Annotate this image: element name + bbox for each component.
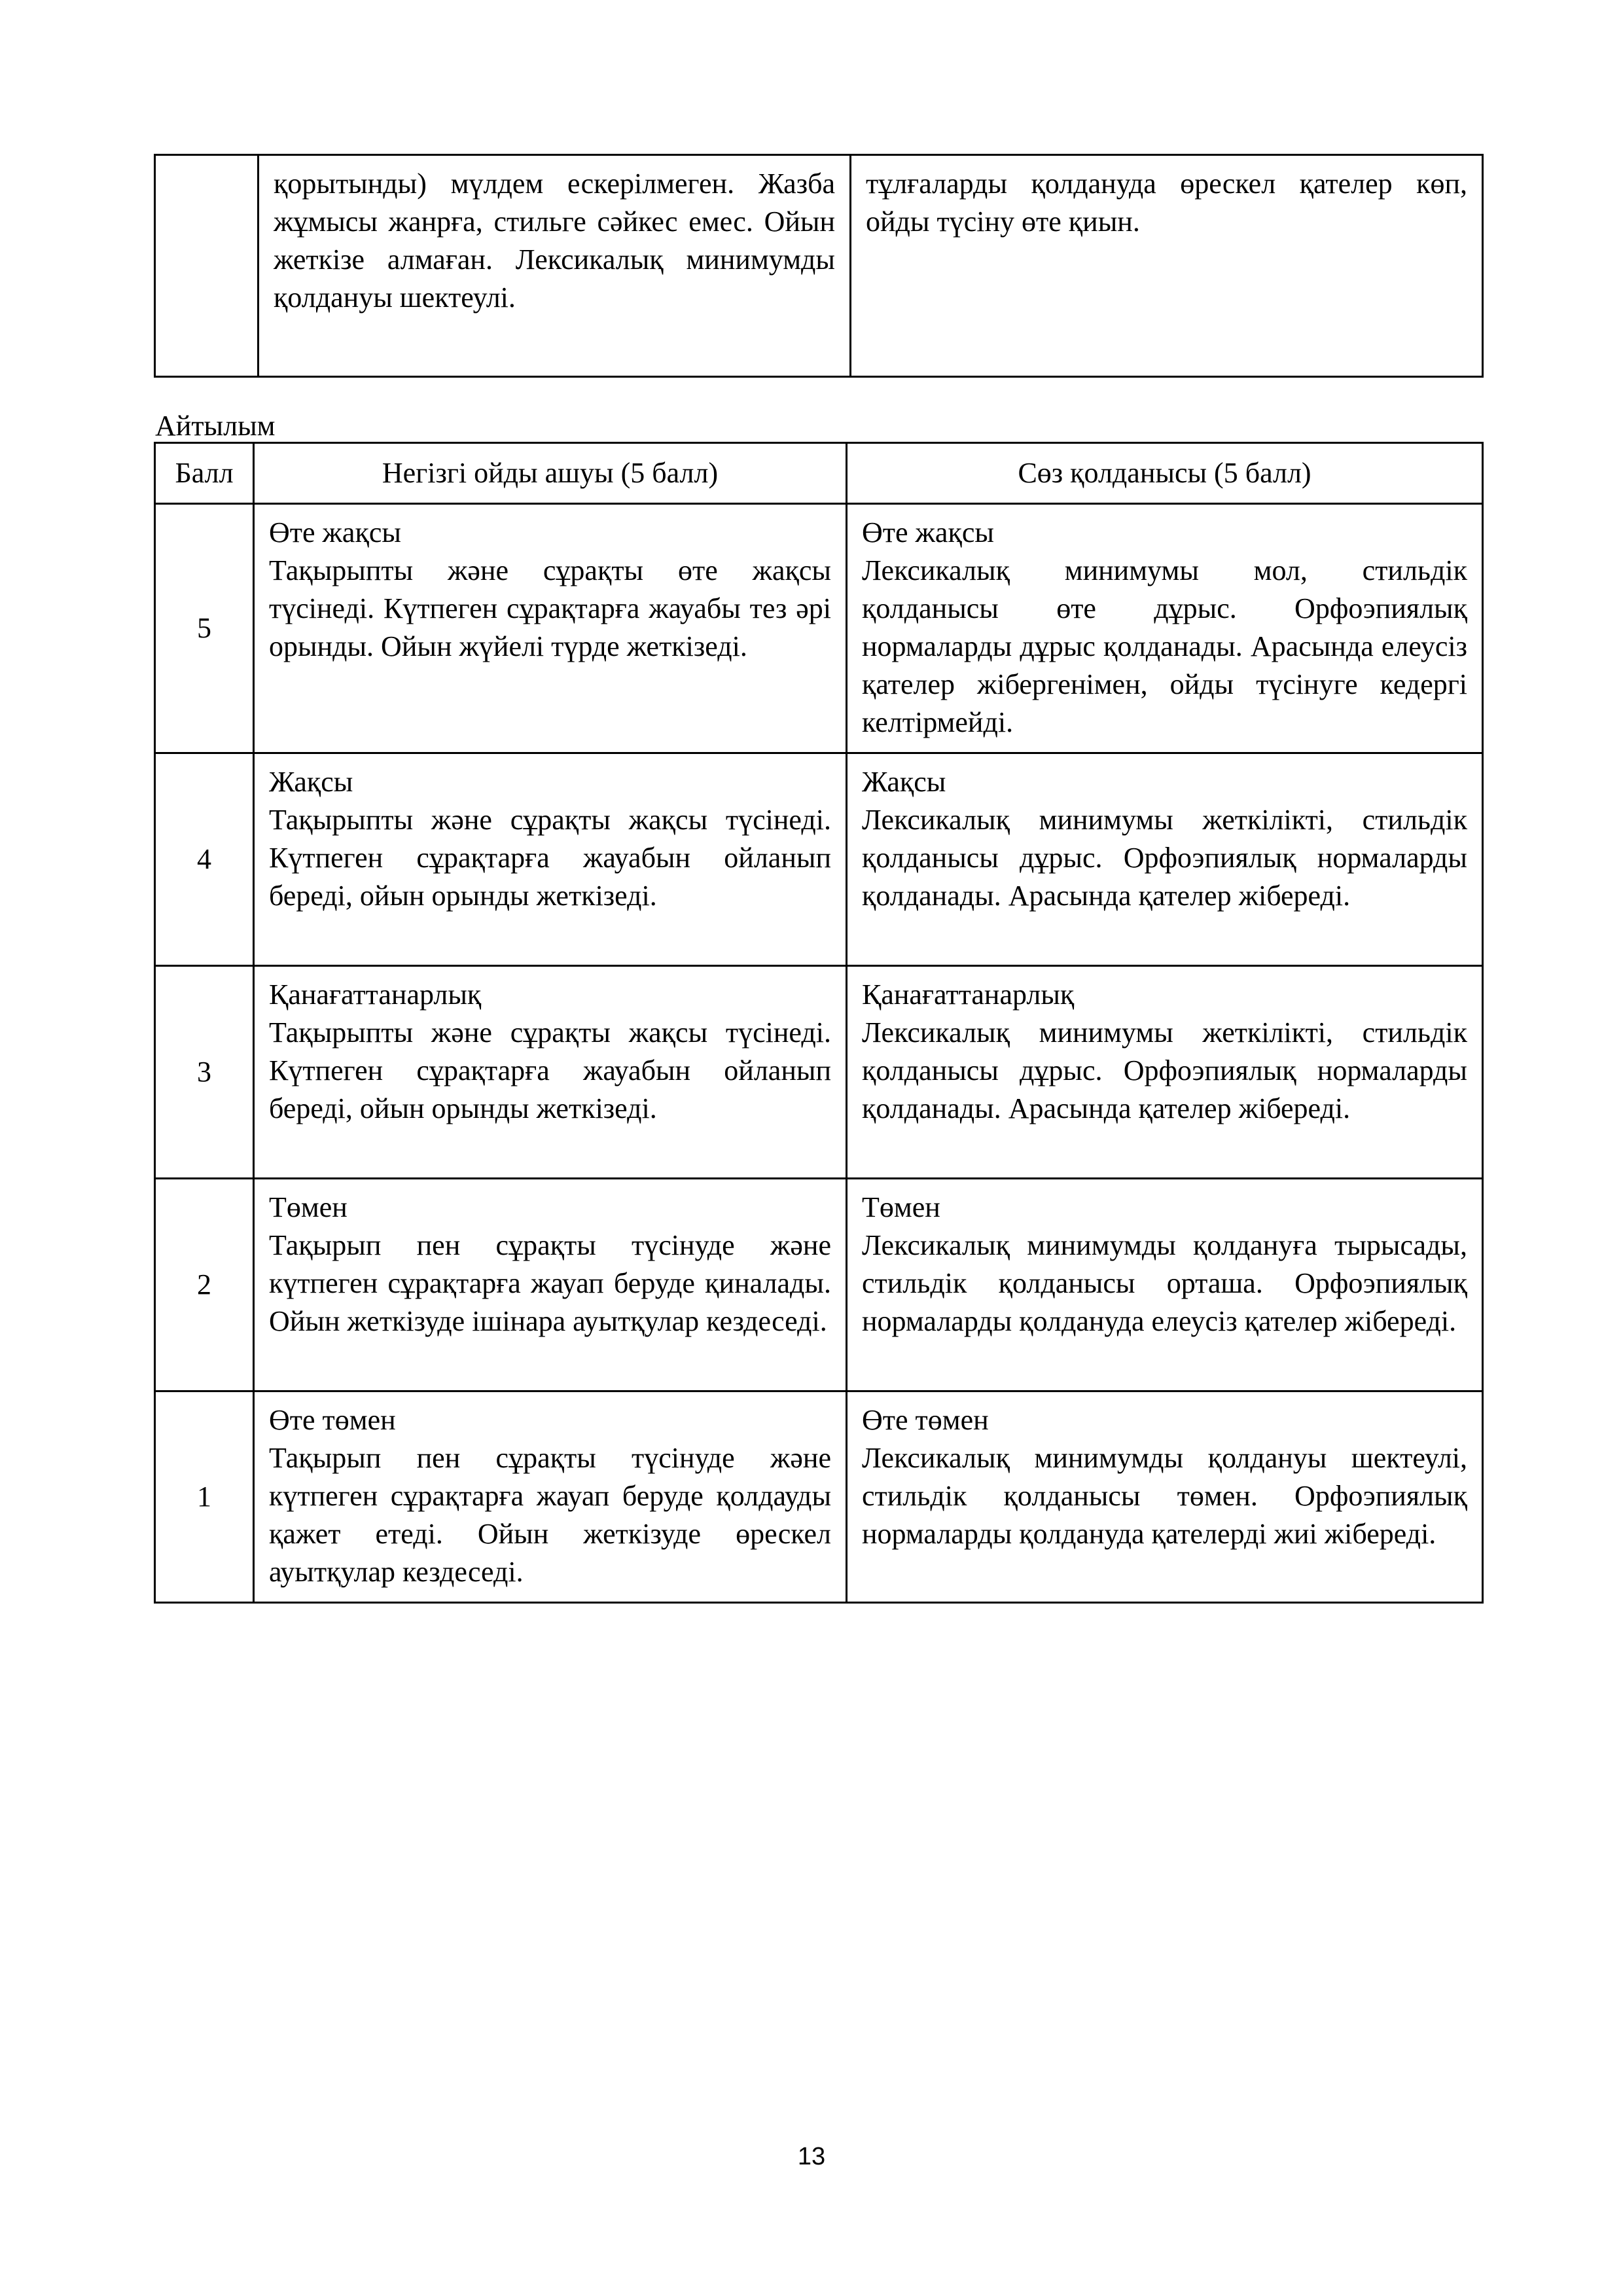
criterion-text: Тақырып пен сұрақты түсінуде және күтпеген сұрақтарға жауап беруде қиналады. Ойын жеткізуде ішінара ауытқулар кездеседі. bbox=[269, 1229, 831, 1337]
criterion-text: Лексикалық минимумды қолдануы шектеулі, стильдік қолданысы төмен. Орфоэпиялық нормаларды қолдануда қателерді жиі жібереді. bbox=[862, 1442, 1467, 1550]
usage-cell bbox=[847, 966, 1483, 1179]
idea-cell bbox=[254, 504, 847, 753]
grade-label: Төмен bbox=[862, 1191, 940, 1223]
table-row bbox=[155, 504, 1483, 753]
idea-cell bbox=[254, 966, 847, 1179]
criterion-text: Тақырыпты және сұрақты өте жақсы түсінеді. Күтпеген сұрақтарға жауабы тез әрі орынды. Ойын жүйелі түрде жеткізеді. bbox=[269, 554, 831, 662]
column-header-idea: Негізгі ойды ашуы (5 балл) bbox=[254, 443, 847, 504]
table-row bbox=[155, 1179, 1483, 1391]
grade-label: Төмен bbox=[269, 1191, 348, 1223]
criterion-text: Лексикалық минимумы мол, стильдік қолданысы өте дұрыс. Орфоэпиялық нормаларды дұрыс қолданады. Арасында елеусіз қателер жібергенімен, ойды түсінуге кедергі келтірмейді. bbox=[862, 554, 1467, 738]
usage-cell bbox=[847, 1391, 1483, 1603]
score-cell: 3 bbox=[155, 966, 254, 1179]
score-cell: 1 bbox=[155, 1391, 254, 1603]
idea-cell bbox=[254, 1391, 847, 1603]
criterion-text: Лексикалық минимумды қолдануға тырысады, стильдік қолданысы орташа. Орфоэпиялық нормаларды қолдануда елеусіз қателер жібереді. bbox=[862, 1229, 1467, 1337]
grade-label: Өте жақсы bbox=[862, 516, 994, 548]
score-cell bbox=[155, 155, 259, 377]
usage-cell bbox=[847, 753, 1483, 966]
criterion-text: Лексикалық минимумы жеткілікті, стильдік қолданысы дұрыс. Орфоэпиялық нормаларды қолданады. Арасында қателер жібереді. bbox=[862, 804, 1467, 912]
continuation-table bbox=[154, 154, 1484, 378]
grade-label: Қанағаттанарлық bbox=[269, 978, 482, 1011]
page-number: 13 bbox=[797, 2143, 826, 2170]
table-row bbox=[155, 753, 1483, 966]
usage-cell bbox=[847, 1179, 1483, 1391]
grade-label: Қанағаттанарлық bbox=[862, 978, 1075, 1011]
column-header-score: Балл bbox=[155, 443, 254, 504]
criterion-text: Лексикалық минимумы жеткілікті, стильдік қолданысы дұрыс. Орфоэпиялық нормаларды қолданады. Арасында қателер жібереді. bbox=[862, 1016, 1467, 1124]
rubric-table bbox=[154, 442, 1484, 1604]
score-cell: 4 bbox=[155, 753, 254, 966]
grade-label: Өте жақсы bbox=[269, 516, 401, 548]
criterion-cell: қорытынды) мүлдем ескерілмеген. Жазба жұмысы жанрға, стильге сәйкес емес. Ойын жеткізе алмаған. Лексикалық минимумды қолдануы шектеулі. bbox=[259, 155, 851, 377]
score-cell: 2 bbox=[155, 1179, 254, 1391]
section-title: Айтылым bbox=[155, 410, 276, 442]
idea-cell bbox=[254, 753, 847, 966]
column-header-usage: Сөз қолданысы (5 балл) bbox=[847, 443, 1483, 504]
criterion-text: Тақырып пен сұрақты түсінуде және күтпеген сұрақтарға жауап беруде қолдауды қажет етеді. Ойын жеткізуде өрескел ауытқулар кездеседі. bbox=[269, 1442, 831, 1588]
grade-label: Жақсы bbox=[269, 766, 353, 798]
idea-cell bbox=[254, 1179, 847, 1391]
table-row bbox=[155, 1391, 1483, 1603]
criterion-text: Тақырыпты және сұрақты жақсы түсінеді. Күтпеген сұрақтарға жауабын ойланып береді, ойын орынды жеткізеді. bbox=[269, 1016, 831, 1124]
grade-label: Жақсы bbox=[862, 766, 946, 798]
table-row bbox=[155, 155, 1483, 377]
grade-label: Өте төмен bbox=[862, 1404, 989, 1436]
score-cell: 5 bbox=[155, 504, 254, 753]
criterion-cell: тұлғаларды қолдануда өрескел қателер көп, ойды түсіну өте қиын. bbox=[851, 155, 1483, 377]
criterion-text: Тақырыпты және сұрақты жақсы түсінеді. Күтпеген сұрақтарға жауабын ойланып береді, ойын орынды жеткізеді. bbox=[269, 804, 831, 912]
usage-cell bbox=[847, 504, 1483, 753]
table-row bbox=[155, 966, 1483, 1179]
grade-label: Өте төмен bbox=[269, 1404, 396, 1436]
table-header-row bbox=[155, 443, 1483, 504]
